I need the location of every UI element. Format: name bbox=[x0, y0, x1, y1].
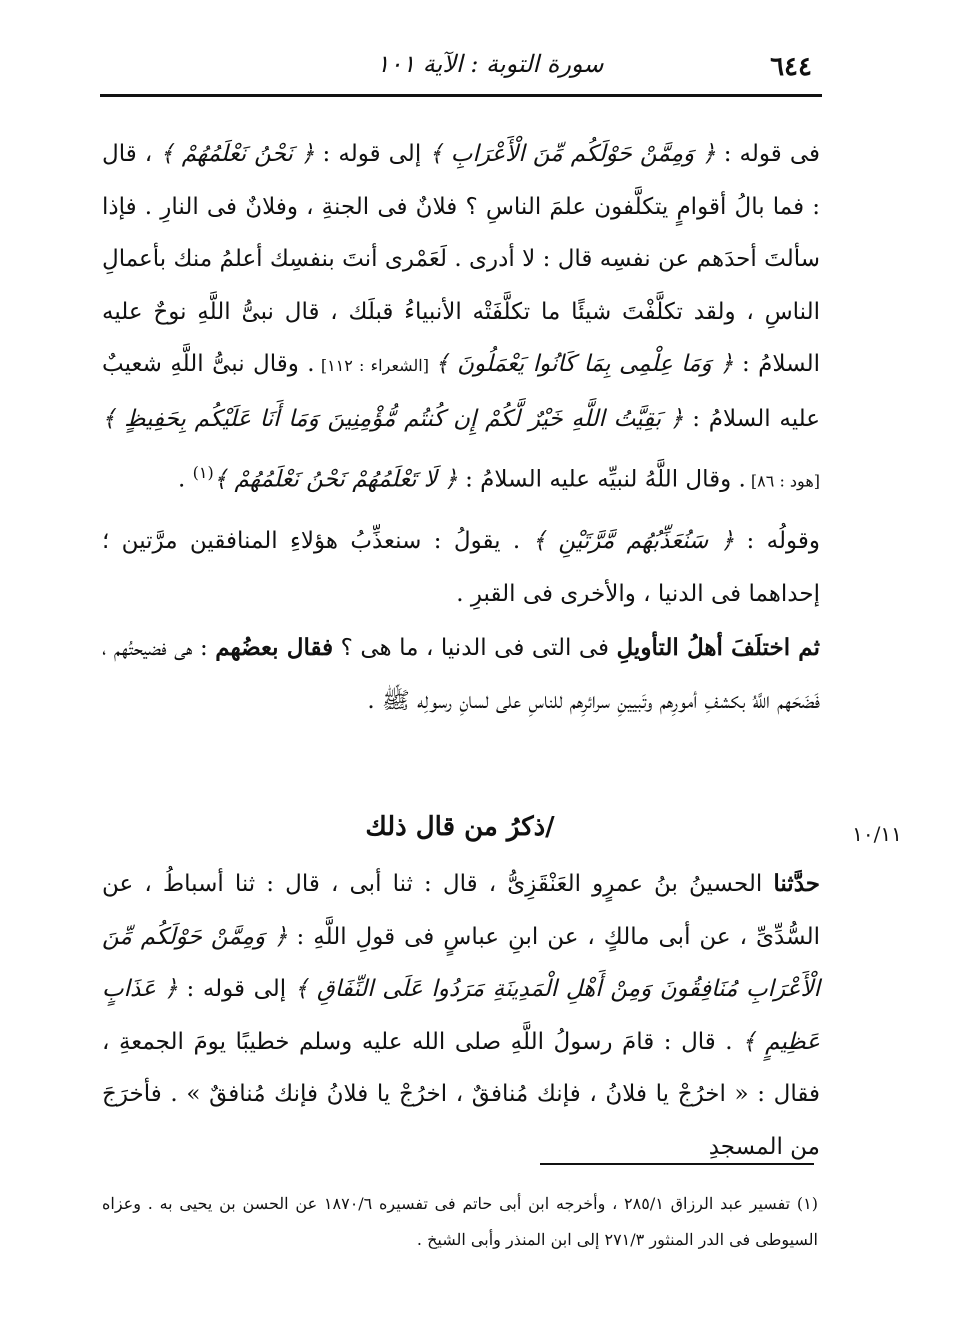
quran-quote: ﴿ وَمِمَّنْ حَوْلَكُم مِّنَ الْأَعْرَابِ ﴾ bbox=[429, 141, 716, 167]
text: . bbox=[178, 466, 193, 493]
page-header bbox=[100, 46, 820, 90]
text: : هى فضيحتُهم ، فَضَحَهم اللَّهُ بكشفِ أمورِهم وتَبيينِ سرائرِهم للناسِ على لسانِ رسولِه ﷺ . bbox=[102, 635, 820, 714]
footnote: (١) تفسير عبد الرزاق ٢٨٥/١ ، وأخرجه ابن أبى حاتم فى تفسيره ١٨٧٠/٦ عن الحسن بن يحيى به . وعزاه السيوطى فى الدر المنثور ٢٧١/٣ إلى ابن المنذر وأبى الشيخ . bbox=[102, 1194, 818, 1249]
bold-text: فقال بعضُهم bbox=[215, 634, 334, 661]
text: وقولُه : bbox=[734, 528, 820, 554]
text: فى التى فى الدنيا ، ما هى ؟ bbox=[333, 635, 617, 661]
quran-quote: ﴿ وَمَا عِلْمِى بِمَا كَانُوا يَعْمَلُونَ ﴾ bbox=[435, 351, 734, 377]
quran-quote: ﴿ لَا تَعْلَمُهُمْ نَحْنُ نَعْلَمُهُمْ ﴾ bbox=[213, 466, 458, 493]
section-heading: /ذكرُ من قال ذلك bbox=[365, 812, 555, 842]
quran-quote: ﴿ سَنُعَذِّبُهُم مَّرَّتَيْنِ ﴾ bbox=[532, 528, 735, 554]
text: . وقال نبىُّ اللَّهِ شعيبٌ عليه السلامُ : bbox=[102, 351, 820, 432]
margin-reference: ١٠/١١ bbox=[852, 822, 902, 846]
paragraph-2 bbox=[102, 515, 820, 620]
bold-text: ثم اختلَفَ أهلُ التأويلِ bbox=[616, 634, 820, 661]
paragraph-3 bbox=[102, 622, 820, 727]
text: فى قوله : bbox=[715, 141, 820, 167]
paragraph-1 bbox=[102, 128, 820, 508]
header-rule bbox=[100, 94, 822, 97]
bold-text: حدَّثنا bbox=[773, 870, 820, 897]
footnote-rule bbox=[540, 1163, 814, 1165]
verse-reference: [الشعراء : ١١٢] bbox=[314, 356, 436, 375]
text: . يقولُ : سنعذِّبُ هؤلاءِ المنافقين مرَّتين ؛ إحداهما فى الدنيا ، والأخرى فى القبرِ . bbox=[102, 528, 820, 607]
quran-quote: ﴿ نَحْنُ نَعْلَمُهُمْ ﴾ bbox=[160, 141, 315, 167]
page-number: ٦٤٤ bbox=[770, 52, 812, 82]
quran-quote: ﴿ عَذَابٍ عَظِيمٍ ﴾ bbox=[102, 976, 820, 1055]
verse-reference: [هود : ٨٦] bbox=[745, 471, 820, 491]
text: ، قال : فما بالُ أقوامٍ يتكلَّفون علمَ الناسِ ؟ فلانٌ فى الجنةِ ، وفلانٌ فى النارِ . فإذا سألتَ أحدَهم عن نفسِه قال : لا أدرى . لَعَمْرى أنتَ بنفسِك أعلمُ منك بأعمالِ الناسِ ، ولقد تكلَّفْتَ شيئًا ما تكلَّفَتْه الأنبياءُ قبلَك ، قال نبىُّ اللَّهِ نوحٌ عليه السلامُ : bbox=[102, 141, 821, 377]
paragraph-4 bbox=[102, 858, 820, 1173]
footnote-marker: (١) bbox=[192, 463, 214, 482]
text: . وقال اللَّهُ لنبيِّه عليه السلامُ : bbox=[457, 466, 746, 493]
running-title: سورة التوبة : الآية ١٠١ bbox=[376, 50, 604, 78]
quran-quote: ﴿ وَمِمَّنْ حَوْلَكُم مِّنَ الْأَعْرَابِ مُنَافِقُونَ وَمِنْ أَهْلِ الْمَدِينَةِ مَرَدُوا عَلَى النِّفَاقِ ﴾ bbox=[102, 923, 820, 1002]
text: الحسينُ بنُ عمرٍو العَنْقَزِىُّ ، قال : ثنا أبى ، قال : ثنا أسباطُ ، عن السُّدِّىِّ ، عن أبى مالكٍ ، عن ابنِ عباسٍ فى قولِ اللَّهِ : bbox=[102, 871, 820, 950]
text: إلى قوله : bbox=[177, 976, 295, 1002]
text: إلى قوله : bbox=[314, 141, 430, 167]
text: . قال : قامَ رسولُ اللَّهِ صلى الله عليه وسلم خطيبًا يومَ الجمعةِ ، فقال : « اخرُجْ يا فلانُ ، فإنك مُنافقٌ ، اخرُجْ يا فلانُ فإنك مُنافقٌ » . فأخرَجَ من المسجدِ bbox=[102, 1028, 820, 1160]
quran-quote: ﴿ بَقِيَّتُ اللَّهِ خَيْرٌ لَّكُمْ إِن كُنتُم مُّؤْمِنِينَ وَمَا أَنَا عَلَيْكُم بِحَفِيظٍ ﴾ bbox=[102, 405, 684, 432]
